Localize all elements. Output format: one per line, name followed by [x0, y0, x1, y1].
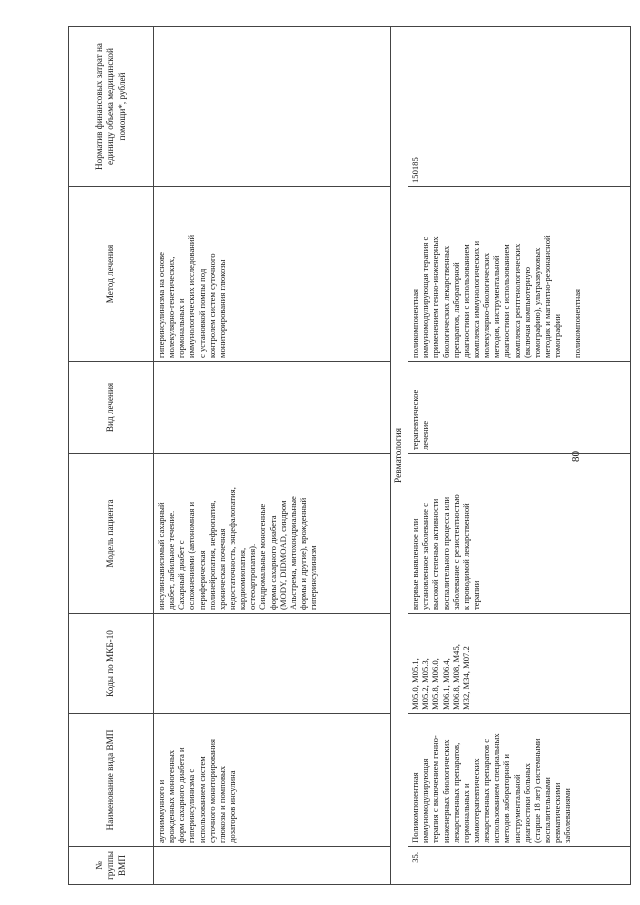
- header-treatment-method: Метод лечения: [69, 187, 154, 362]
- header-treatment-type: Вид лечения: [69, 362, 154, 454]
- cell-empty: [154, 27, 391, 187]
- header-group-no: № группы ВМП: [69, 847, 154, 885]
- cell-icd-codes: M05.0, M05.1, M05.2, M05.3, M05.8, M06.0, M06.1, M06.4, M06.8, M08, M45, M32, M34, M07.2: [408, 614, 631, 714]
- section-row: [391, 27, 409, 885]
- cell-empty: [154, 847, 391, 885]
- cell-vmp-name: Поликомпонентная иммуномодулирующая терапия с включением генно- инженерных биологических лекарственных препаратов, гормональных и химиотерапевтических лекарственных препаратов с использованием специальных методов лабораторной и инструментальной диагностики больных (старше 18 лет) системными воспалительными ревматическими заболеваниями: [408, 714, 631, 847]
- cell-treatment-method: гиперинсулинизма на основе молекулярно-генетических, гормональных и иммунологических исследований с установкой помпы под контролем систем суточного мониторирования глюкозы: [154, 187, 391, 362]
- header-cost-norm: Норматив финансовых затрат на единицу объема медицинской помощи*, рублей: [69, 27, 154, 187]
- header-icd-codes: Коды по МКБ-10: [69, 614, 154, 714]
- vmp-table: [68, 26, 631, 885]
- cell-cost-norm: 150185: [408, 27, 631, 187]
- cell-patient-model: инсулинзависимый сахарный диабет, лабильное течение. Сахарный диабет с осложнениями (автономная и периферическая полинейропатия, нефропатия, хроническая почечная недостаточность, энцефалопатия, кардиомиопатия, остеоартропатия). Синдромальные моногенные формы сахарного диабета (MODY, DIDMOAD, синдром Альстрема, митохондриальные формы и другие), врожденный гиперинсулинизм: [154, 454, 391, 614]
- header-patient-model: Модель пациента: [69, 454, 154, 614]
- cell-vmp-name: аутоиммунного и врожденных моногенных форм сахарного диабета и гиперинсулинизма с использованием систем суточного мониторирования глюкозы и помповых дозаторов инсулина: [154, 714, 391, 847]
- cell-empty: [154, 362, 391, 454]
- table-row: [408, 27, 631, 885]
- page-number: 80: [570, 451, 582, 462]
- table-header-row: [69, 27, 154, 885]
- cell-patient-model: впервые выявленное или установленное заболевание с высокой степенью активности воспалительного процесса или заболевание с резистентностью к проводимой лекарственной терапии: [408, 454, 631, 614]
- table-row-continued: [154, 27, 391, 885]
- header-vmp-name: Наименование вида ВМП: [69, 714, 154, 847]
- cell-empty: [154, 614, 391, 714]
- section-title: Ревматология: [391, 27, 409, 885]
- cell-treatment-method: поликомпонентная иммуномодулирующая терапия с применением генно-инженерных биологических лекарственных препаратов, лабораторной диагностики с использованием комплекса иммунологических и молекулярно-биологических методов, инструментальной диагностики с использованием комплекса рентгенологических (включая компьютерную томографию), ультразвуковых методик и магнитно-резонансной томографии поликомпонентная: [408, 187, 631, 362]
- cell-treatment-type: терапевтическое лечение: [408, 362, 631, 454]
- cell-group-no: 35.: [408, 847, 631, 885]
